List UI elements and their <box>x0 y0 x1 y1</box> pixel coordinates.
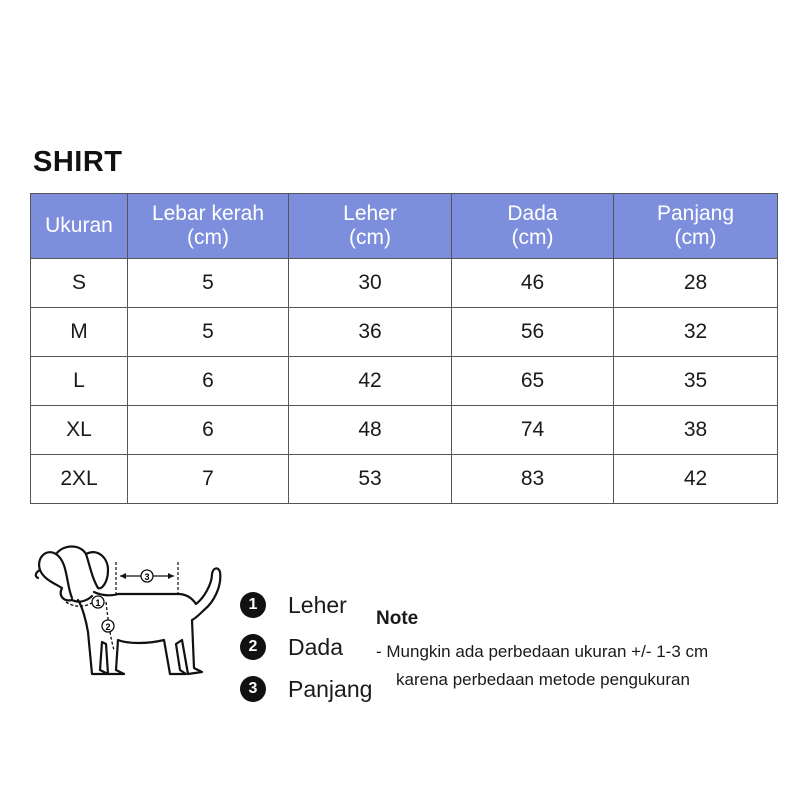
dog-head-outline <box>39 552 72 600</box>
legend-item-dada <box>240 626 372 668</box>
table-cell: 48 <box>289 406 452 455</box>
table-cell: 32 <box>614 308 778 357</box>
note-box <box>376 608 708 694</box>
table-row <box>31 406 778 455</box>
table-cell: 35 <box>614 357 778 406</box>
legend-item-leher <box>240 584 372 626</box>
table-cell: 7 <box>128 455 289 504</box>
table-cell: XL <box>31 406 128 455</box>
table-cell: L <box>31 357 128 406</box>
header-leher: Leher (cm) <box>289 194 452 259</box>
table-cell: 36 <box>289 308 452 357</box>
table-row <box>31 357 778 406</box>
legend-item-panjang <box>240 668 372 710</box>
size-table <box>30 193 778 504</box>
table-cell: 5 <box>128 259 289 308</box>
legend-label: Dada <box>288 633 343 660</box>
table-row <box>31 455 778 504</box>
table-header-row <box>31 194 778 259</box>
page-title: SHIRT <box>33 146 123 178</box>
marker-1-label: 1 <box>95 598 101 608</box>
table-cell: M <box>31 308 128 357</box>
table-cell: S <box>31 259 128 308</box>
dog-measurement-diagram <box>28 540 228 690</box>
legend-label: Leher <box>288 591 347 618</box>
table-cell: 2XL <box>31 455 128 504</box>
table-cell: 38 <box>614 406 778 455</box>
note-line-2: karena perbedaan metode pengukuran <box>396 670 690 689</box>
header-dada: Dada (cm) <box>452 194 614 259</box>
table-cell: 74 <box>452 406 614 455</box>
number-1-icon: 1 <box>240 592 266 618</box>
table-row <box>31 259 778 308</box>
number-2-icon: 2 <box>240 634 266 660</box>
table-cell: 6 <box>128 357 289 406</box>
number-3-icon: 3 <box>240 676 266 702</box>
table-cell: 83 <box>452 455 614 504</box>
table-cell: 65 <box>452 357 614 406</box>
dog-ear-outline <box>86 552 108 588</box>
dog-body-outline <box>78 568 220 674</box>
table-cell: 42 <box>289 357 452 406</box>
table-cell: 42 <box>614 455 778 504</box>
table-cell: 5 <box>128 308 289 357</box>
table-row <box>31 308 778 357</box>
header-ukuran: Ukuran <box>31 194 128 259</box>
dog-nose-outline <box>36 570 40 578</box>
table-cell: 53 <box>289 455 452 504</box>
table-cell: 6 <box>128 406 289 455</box>
header-lebar-kerah: Lebar kerah (cm) <box>128 194 289 259</box>
header-panjang: Panjang (cm) <box>614 194 778 259</box>
legend-label: Panjang <box>288 675 373 702</box>
measurement-legend <box>240 584 372 710</box>
note-title: Note <box>376 608 419 629</box>
table-cell: 30 <box>289 259 452 308</box>
table-cell: 28 <box>614 259 778 308</box>
table-cell: 46 <box>452 259 614 308</box>
marker-2-label: 2 <box>105 622 111 632</box>
note-line-1: - Mungkin ada perbedaan ukuran +/- 1-3 cm <box>376 642 709 661</box>
marker-3-label: 3 <box>144 572 150 582</box>
table-cell: 56 <box>452 308 614 357</box>
